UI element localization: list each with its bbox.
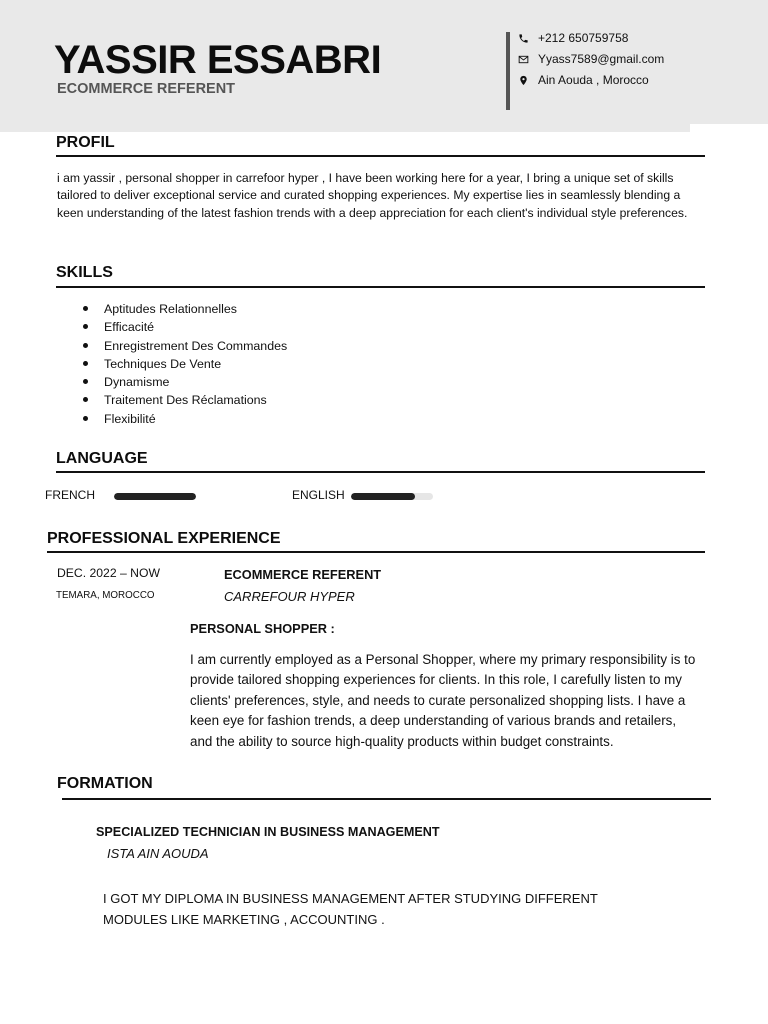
language-name-french: FRENCH — [45, 488, 95, 502]
list-item: Dynamisme — [104, 373, 287, 391]
section-rule-experience — [47, 551, 705, 553]
contact-location-text: Ain Aouda , Morocco — [538, 73, 649, 87]
list-item: Flexibilité — [104, 410, 287, 428]
section-rule-skills — [56, 286, 705, 288]
experience-description: I am currently employed as a Personal Shopper, where my primary responsibility is to provide tailored shopping experiences for clients. In this role, I carefully listen to my clients' preferences, style, and needs to curate personalized shopping lists. I have a keen eye for fashion trends, a deep understanding of various brands and retailers, and the ability to source high-quality products within budget constraints. — [190, 652, 696, 749]
section-rule-formation — [62, 798, 711, 800]
list-item: Enregistrement Des Commandes — [104, 337, 287, 355]
language-level-french — [114, 493, 196, 500]
formation-description: I GOT MY DIPLOMA IN BUSINESS MANAGEMENT AFTER STUDYING DIFFERENT MODULES LIKE MARKETING , ACCOUNTING . — [103, 891, 598, 927]
profile-text: i am yassir , personal shopper in carrefoor hyper , I have been working here for a year, I bring a unique set of skills tailored to deliver exceptional service and curated shopping experiences. My expertise lies in seamlessly blending a keen understanding of the latest fashion trends with a deep appreciation for each client's individual style preferences. — [57, 171, 688, 220]
section-rule-profil — [56, 155, 705, 157]
phone-icon — [518, 33, 529, 44]
experience-company: CARREFOUR HYPER — [224, 589, 355, 604]
formation-degree: SPECIALIZED TECHNICIAN IN BUSINESS MANAGEMENT — [96, 825, 440, 839]
section-title-language: LANGUAGE — [56, 450, 148, 467]
candidate-role: ECOMMERCE REFERENT — [57, 81, 236, 97]
contact-divider — [506, 32, 510, 110]
section-rule-language — [56, 471, 705, 473]
experience-job-title: ECOMMERCE REFERENT — [224, 567, 382, 582]
language-level-fill — [351, 493, 415, 500]
list-item: Traitement Des Réclamations — [104, 391, 287, 409]
section-title-skills: SKILLS — [56, 264, 113, 281]
list-item: Techniques De Vente — [104, 355, 287, 373]
header-notch — [690, 124, 768, 132]
contact-phone — [518, 31, 628, 45]
experience-location: TEMARA, MOROCCO — [56, 590, 155, 601]
contact-email — [518, 52, 664, 66]
skills-list — [104, 300, 287, 428]
contact-phone-text: +212 650759758 — [538, 31, 629, 45]
section-title-profil: PROFIL — [56, 134, 115, 151]
contact-email-text: Yyass7589@gmail.com — [538, 52, 665, 66]
candidate-name: YASSIR ESSABRI — [54, 38, 382, 82]
language-level-english — [351, 493, 433, 500]
mail-icon — [518, 54, 529, 65]
language-name-english: ENGLISH — [292, 488, 345, 502]
formation-school: ISTA AIN AOUDA — [107, 846, 209, 861]
list-item: Efficacité — [104, 318, 287, 336]
list-item: Aptitudes Relationnelles — [104, 300, 287, 318]
experience-date: DEC. 2022 – NOW — [57, 566, 160, 580]
section-title-experience: PROFESSIONAL EXPERIENCE — [47, 530, 281, 547]
experience-subtitle: PERSONAL SHOPPER : — [190, 621, 335, 636]
section-title-formation: FORMATION — [57, 775, 153, 792]
location-pin-icon — [518, 75, 529, 86]
contact-location — [518, 73, 649, 87]
language-level-fill — [114, 493, 196, 500]
